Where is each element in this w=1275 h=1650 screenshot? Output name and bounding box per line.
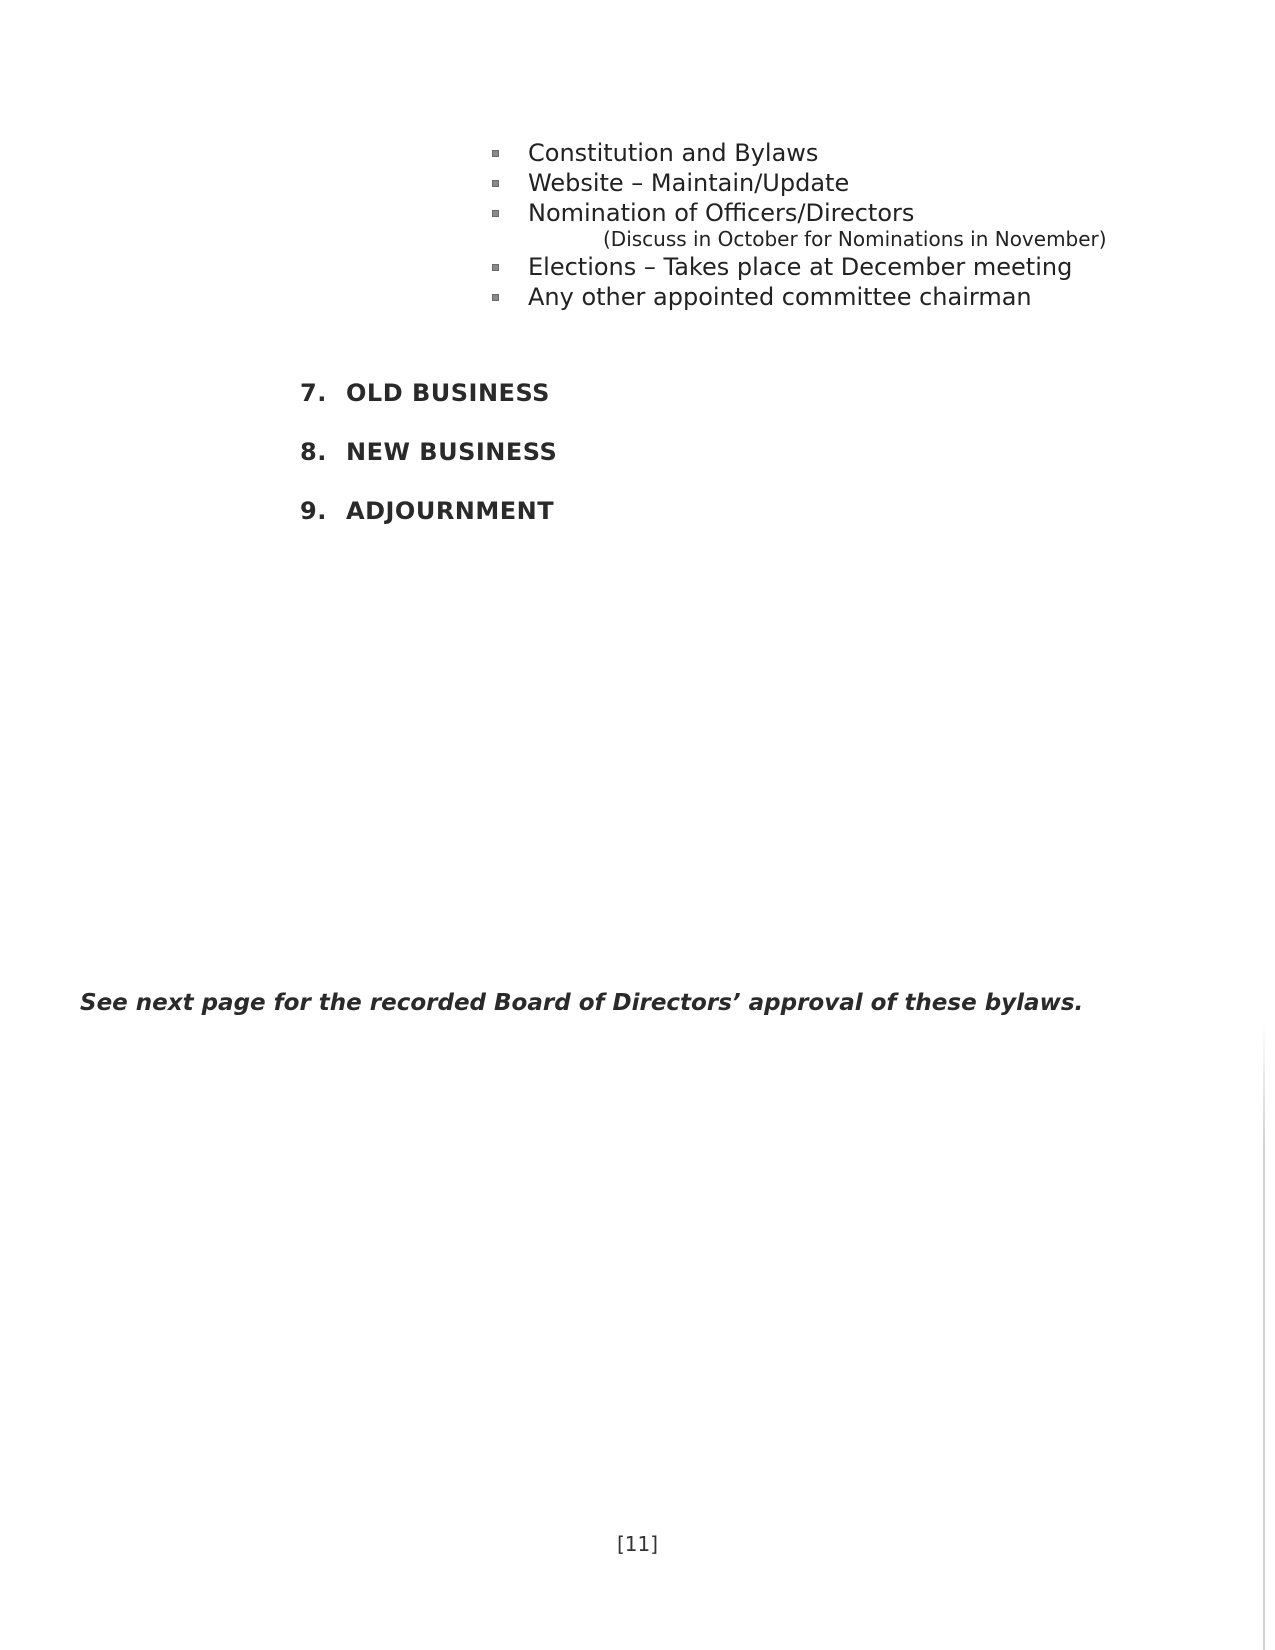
section-heading-old-business: [300, 378, 557, 408]
list-item: [490, 168, 1107, 198]
committee-bullet-list: [490, 138, 1107, 312]
square-bullet-icon: [492, 180, 499, 187]
committee-label: Elections – Takes place at December meeting: [528, 253, 1073, 281]
committee-label: Nomination of Officers/Directors: [528, 199, 915, 227]
committee-label: Any other appointed committee chairman: [528, 283, 1032, 311]
square-bullet-icon: [492, 210, 499, 217]
approval-note: See next page for the recorded Board of Directors’ approval of these bylaws.: [80, 990, 1084, 1016]
committee-label: Constitution and Bylaws: [528, 139, 819, 167]
list-item: [490, 252, 1107, 282]
page-number: [11]: [616, 1532, 659, 1556]
section-number: 8.: [300, 438, 327, 466]
square-bullet-icon: [492, 294, 499, 301]
list-item: [490, 138, 1107, 168]
agenda-section-list: [300, 378, 557, 555]
committee-label: Website – Maintain/Update: [528, 169, 850, 197]
section-heading-new-business: [300, 437, 557, 467]
section-title: ADJOURNMENT: [346, 497, 555, 525]
section-title: OLD BUSINESS: [346, 379, 550, 407]
section-number: 7.: [300, 379, 327, 407]
list-item: [490, 282, 1107, 312]
list-item: [490, 198, 1107, 252]
square-bullet-icon: [492, 264, 499, 271]
section-title: NEW BUSINESS: [346, 438, 558, 466]
section-heading-adjournment: [300, 496, 557, 526]
section-number: 9.: [300, 497, 327, 525]
committee-note: (Discuss in October for Nominations in November): [603, 227, 1107, 251]
square-bullet-icon: [492, 150, 499, 157]
